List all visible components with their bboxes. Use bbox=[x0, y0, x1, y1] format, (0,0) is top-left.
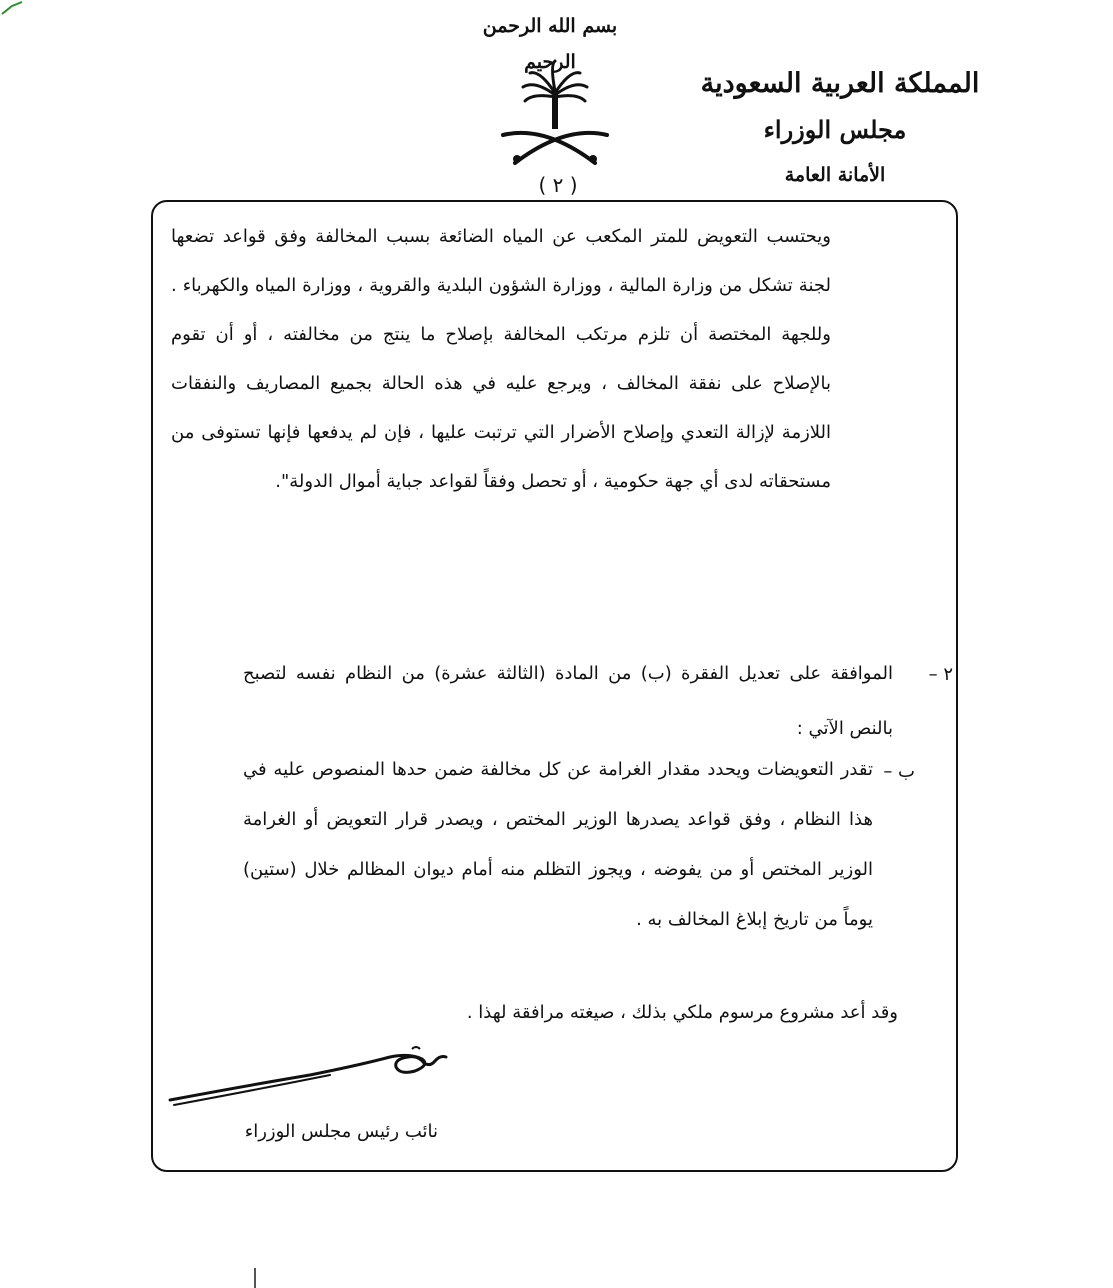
page-number: ( ٢ ) bbox=[538, 173, 578, 197]
kingdom-name: المملكة العربية السعودية bbox=[700, 68, 980, 99]
item-b-marker: ب – bbox=[883, 761, 915, 782]
green-stamp-corner-icon bbox=[0, 0, 30, 20]
council-name: مجلس الوزراء bbox=[763, 115, 907, 144]
item-2-text: الموافقة على تعديل الفقرة (ب) من المادة (الثالثة عشرة) من النظام نفسه لتصبح بالنص الآتي : bbox=[243, 663, 893, 739]
item-2-marker: ٢ – bbox=[928, 664, 953, 685]
scan-edge-mark bbox=[254, 1268, 260, 1288]
saudi-emblem-icon bbox=[495, 55, 615, 175]
basmala: بسم الله الرحمن الرحيم bbox=[482, 15, 618, 73]
closing-sentence: وقد أعد مشروع مرسوم ملكي بذلك ، صيغته مرافقة لهذا . bbox=[466, 1002, 898, 1023]
signature-icon bbox=[160, 1045, 450, 1115]
item-b-text: تقدر التعويضات ويحدد مقدار الغرامة عن كل مخالفة ضمن حدها المنصوص عليه في هذا النظام ، وفق قواعد يصدرها الوزير المختص ، ويصدر قرار التعويض أو الغرامة الوزير المختص أو من يفوضه ، ويجوز التظلم منه أمام ديوان المظالم خلال (ستين) يوماً من تاريخ إبلاغ المخالف به . bbox=[243, 759, 873, 930]
signer-title: نائب رئيس مجلس الوزراء bbox=[244, 1121, 438, 1142]
secretariat-name: الأمانة العامة bbox=[784, 164, 886, 186]
paragraph-compensation: ويحتسب التعويض للمتر المكعب عن المياه الضائعة بسبب المخالفة وفق قواعد تضعها لجنة تشكل من وزارة المالية ، ووزارة الشؤون البلدية والقروية ، ووزارة المياه والكهرباء . وللجهة المختصة أن تلزم مرتكب المخالفة بإصلاح ما ينتج من مخالفته ، أو أن تقوم بالإصلاح على نفقة المخالف ، ويرجع عليه في هذه الحالة بجميع المصاريف والنفقات اللازمة لإزالة التعدي وإصلاح الأضرار التي ترتبت عليها ، فإن لم يدفعها فإنها تستوفى من مستحقاته لدى أي جهة حكومية ، أو تحصل وفقاً لقواعد جباية أموال الدولة". bbox=[171, 226, 831, 492]
letterhead bbox=[690, 62, 990, 202]
